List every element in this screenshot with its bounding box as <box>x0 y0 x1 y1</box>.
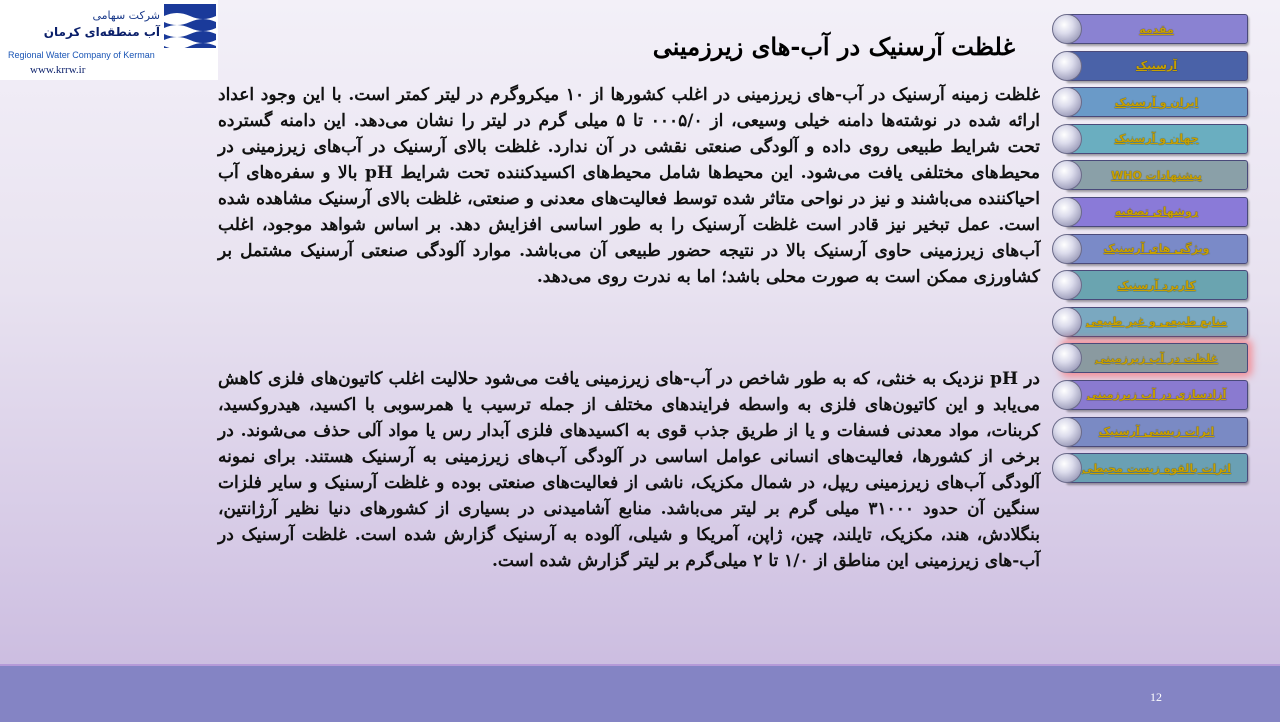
nav-bullet-icon <box>1052 307 1082 337</box>
paragraph-1: غلظت زمینه آرسنیک در آب-های زیرزمینی در اغلب کشورها از ۱۰ میکروگرم در لیتر کمتر است. با این وجود اعداد ارائه شده در نوشته‌ها دامنه خیلی وسیعی، از ۰۰۰۵/۰ تا ۵ میلی گرم در لیتر را نشان می‌دهد. این دامنه گسترده تحت شرایط طبیعی روی داده و آلودگی صنعتی نقشی در آن ندارد. غلظت بالای آرسنیک در آب‌های زیرزمینی در محیط‌های مختلفی یافت می‌شود. این محیط‌ها شامل محیط‌های اکسیدکننده تحت شرایط pH بالا و سفره‌های آب احیاکننده می‌باشند و نیز در نواحی متاثر شده توسط فعالیت‌های معدنی و صنعتی، غلظت بالای آرسنیک مشاهده شده است. عمل تبخیر نیز قادر است غلظت آرسنیک را به طور اساسی افزایش دهد. بر اساس شواهد موجود، اغلب آب‌های زیرزمینی حاوی آرسنیک بالا در نتیجه حضور طبیعی آن می‌باشد. موارد آلودگی صنعتی آرسنیک مشتمل بر کشاورزی ممکن است به صورت محلی باشد؛ اما به ندرت روی می‌دهد. <box>218 85 1040 287</box>
logo-url: www.krrw.ir <box>30 64 86 76</box>
nav-bullet-icon <box>1052 234 1082 264</box>
nav-item-3[interactable] <box>1065 87 1248 117</box>
nav-item-label: آزادسازی در آب زیرزمینی <box>1086 388 1227 402</box>
nav-bullet-icon <box>1052 197 1082 227</box>
nav-item-4[interactable] <box>1065 124 1248 154</box>
nav-item-label: جهان و آرسنیک <box>1114 132 1199 146</box>
logo-company-line2: آب منطقه‌ای کرمان <box>43 25 160 39</box>
nav-item-6[interactable] <box>1065 197 1248 227</box>
nav-item-label: ویژگی های آرسنیک <box>1103 242 1210 256</box>
nav-item-label: منابع طبیعی و غیر طبیعی <box>1085 315 1228 329</box>
logo-english-name: Regional Water Company of Kerman <box>8 50 155 60</box>
nav-bullet-icon <box>1052 417 1082 447</box>
nav-item-label: ایران و آرسنیک <box>1114 95 1199 109</box>
nav-item-label: غلظت در آب زیرزمینی <box>1094 351 1219 365</box>
company-logo <box>0 0 218 80</box>
paragraph-2: در pH نزدیک به خنثی، که به طور شاخص در آب-های زیرزمینی یافت می‌شود حلالیت اغلب کاتیون‌های فلزی کاهش می‌یابد و این کاتیون‌های فلزی به واسطه فرایندهای مختلف از جمله ترسیب یا همرسوبی با اکسید، هیدروکسید، کربنات، مواد معدنی فسفات و یا از طریق جذب قوی به اکسیدهای فلزی آبدار رس یا مواد آلی حذف می‌شوند. در برخی از کشورها، فعالیت‌های انسانی عوامل اساسی در آلودگی آب‌های زیرزمینی به آرسنیک هستند. برای نمونه آلودگی آب‌های زیرزمینی ریپل، در شمال مکزیک، ناشی از فعالیت‌های صنعتی بوده و غلظت آرسنیک و سایر فلزات سنگین آن حدود ۳۱۰۰۰ میلی گرم بر لیتر می‌باشد. منابع آشامیدنی در بسیاری از کشورهای دنیا نظیر آرژانتین، بنگلادش، هند، مکزیک، تایلند، چین، ژاپن، آمریکا و شیلی، آلوده به آرسنیک گزارش شده است. غلظت آرسنیک در آب-های زیرزمینی این مناطق از ۱/۰ تا ۲ میلی‌گرم بر لیتر گزارش شده است. <box>218 369 1041 571</box>
nav-item-label: روشهای تصفیه <box>1114 205 1199 219</box>
nav-bullet-icon <box>1052 14 1082 44</box>
footer-bar <box>0 664 1280 722</box>
page-number: 12 <box>1150 690 1162 704</box>
nav-item-11[interactable] <box>1065 380 1248 410</box>
nav-item-label: کاربرد آرسنیک <box>1117 278 1196 292</box>
logo-company-line1: شرکت سهامی <box>92 9 160 22</box>
slide-title: غلظت آرسنیک در آب-های زیرزمینی <box>652 32 1015 61</box>
nav-item-label: پیشنهادات WHO <box>1111 168 1202 182</box>
nav-bullet-icon <box>1052 453 1082 483</box>
nav-bullet-icon <box>1052 87 1082 117</box>
water-wave-icon <box>164 4 216 48</box>
nav-item-13[interactable] <box>1065 453 1248 483</box>
nav-bullet-icon <box>1052 380 1082 410</box>
nav-item-5[interactable] <box>1065 160 1248 190</box>
logo-persian-text <box>44 8 160 41</box>
nav-bullet-icon <box>1052 343 1082 373</box>
nav-bullet-icon <box>1052 51 1082 81</box>
nav-item-label: اثرات بالقوه زیست محیطی <box>1081 461 1232 475</box>
nav-item-label: مقدمه <box>1139 22 1174 36</box>
navigation-menu <box>1053 14 1248 490</box>
nav-item-8[interactable] <box>1065 270 1248 300</box>
nav-item-label: اثرات زیستی آرسنیک <box>1098 425 1215 439</box>
nav-bullet-icon <box>1052 124 1082 154</box>
nav-item-12[interactable] <box>1065 417 1248 447</box>
nav-item-label: آرسنیک <box>1135 59 1178 73</box>
nav-bullet-icon <box>1052 270 1082 300</box>
nav-item-10[interactable] <box>1065 343 1248 373</box>
nav-item-1[interactable] <box>1065 14 1248 44</box>
nav-bullet-icon <box>1052 160 1082 190</box>
nav-item-7[interactable] <box>1065 234 1248 264</box>
nav-item-2[interactable] <box>1065 51 1248 81</box>
nav-item-9[interactable] <box>1065 307 1248 337</box>
